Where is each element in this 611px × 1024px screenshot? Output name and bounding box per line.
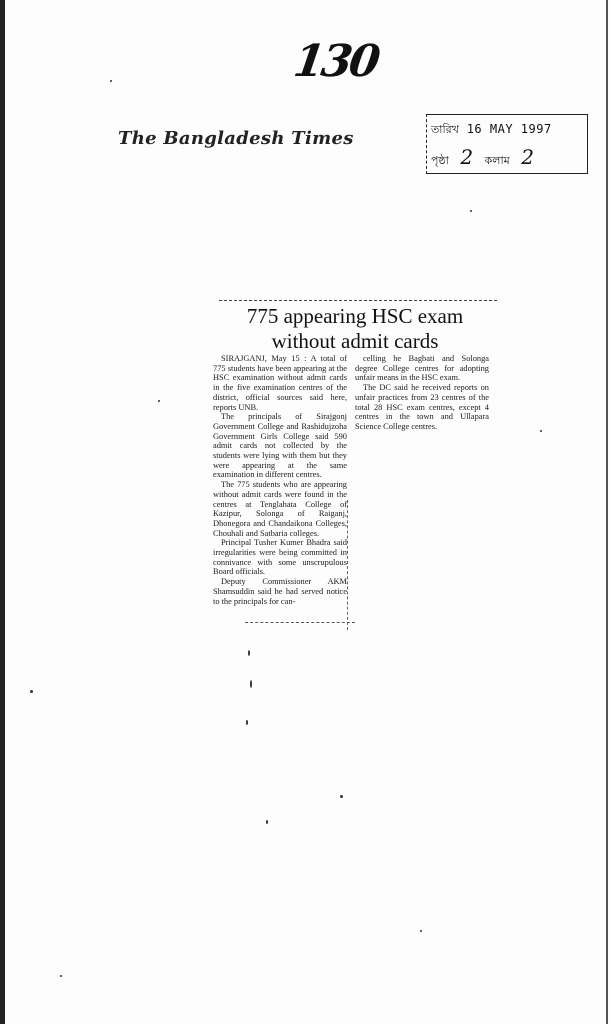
- scan-speck: [250, 680, 252, 688]
- clipping-bottom-edge: [245, 622, 355, 623]
- paragraph: The principals of Sirajgonj Government College and Rashidujzoha Government Girls College said 590 admit cards not collected by the students were lying with them but they were appearing at the same examination in different centres.: [213, 412, 347, 480]
- scan-speck: [60, 975, 62, 977]
- stamp-date-label: তারিখ: [431, 123, 459, 136]
- article-column-2: [355, 354, 489, 432]
- scan-right-border: [606, 0, 608, 1024]
- scan-left-border: [0, 0, 5, 1024]
- paragraph: Deputy Commissioner AKM Shamsuddin said he had served notice to the principals for can-: [213, 577, 347, 606]
- stamp-column-label: কলাম: [484, 154, 510, 167]
- scan-speck: [110, 80, 112, 82]
- paragraph: The DC said he received reports on unfair practices from 23 centres of the total 28 HSC exam centres, except 4 centres in the town and Ullapara Science College centres.: [355, 383, 489, 431]
- scan-speck: [340, 795, 343, 798]
- stamp-page-label: পৃষ্ঠা: [431, 154, 449, 167]
- paragraph: celling he Bagbati and Solonga degree College centres for adopting unfair means in the HSC exam.: [355, 354, 489, 383]
- date-stamp: [426, 114, 588, 174]
- scan-speck: [30, 690, 33, 693]
- scan-speck: [470, 210, 472, 212]
- paragraph: Principal Tusher Kumer Bhadra said irregularities were being committed in connivance with some unscrupulous Board officials.: [213, 538, 347, 577]
- article-column-1: [213, 354, 347, 606]
- scan-speck: [266, 820, 268, 824]
- stamp-page-value: 2: [460, 145, 474, 169]
- clipping-top-edge: [219, 300, 497, 301]
- stamp-column-value: 2: [521, 145, 534, 169]
- article-headline: [215, 304, 495, 354]
- headline-line-2: without admit cards: [271, 329, 439, 353]
- scan-speck: [540, 430, 542, 432]
- stamp-page-row: [431, 145, 542, 171]
- paragraph: SIRAJGANJ, May 15 : A total of 775 students have been appearing at the HSC examination without admit cards in the five examination centres of the district, official sources said here, reports UNB.: [213, 354, 347, 412]
- stamp-date: 16 MAY 1997: [466, 122, 552, 136]
- scan-speck: [158, 400, 160, 402]
- headline-line-1: 775 appearing HSC exam: [246, 304, 464, 328]
- scan-speck: [246, 720, 248, 725]
- paragraph: The 775 students who are appearing without admit cards were found in the centres at Tenglahata College of Kazipur, Solonga of Raiganj, Dhonegora and Chandaikona Colleges, Chouhali and Satbaria colleges.: [213, 480, 347, 538]
- clipping-column-cut: [347, 500, 348, 630]
- stamp-date-row: [431, 121, 552, 140]
- scan-speck: [420, 930, 422, 932]
- handwritten-page-number: 130: [290, 36, 381, 87]
- scan-speck: [248, 650, 250, 656]
- news-clipping: [205, 300, 497, 636]
- newspaper-masthead: The Bangladesh Times: [118, 128, 354, 149]
